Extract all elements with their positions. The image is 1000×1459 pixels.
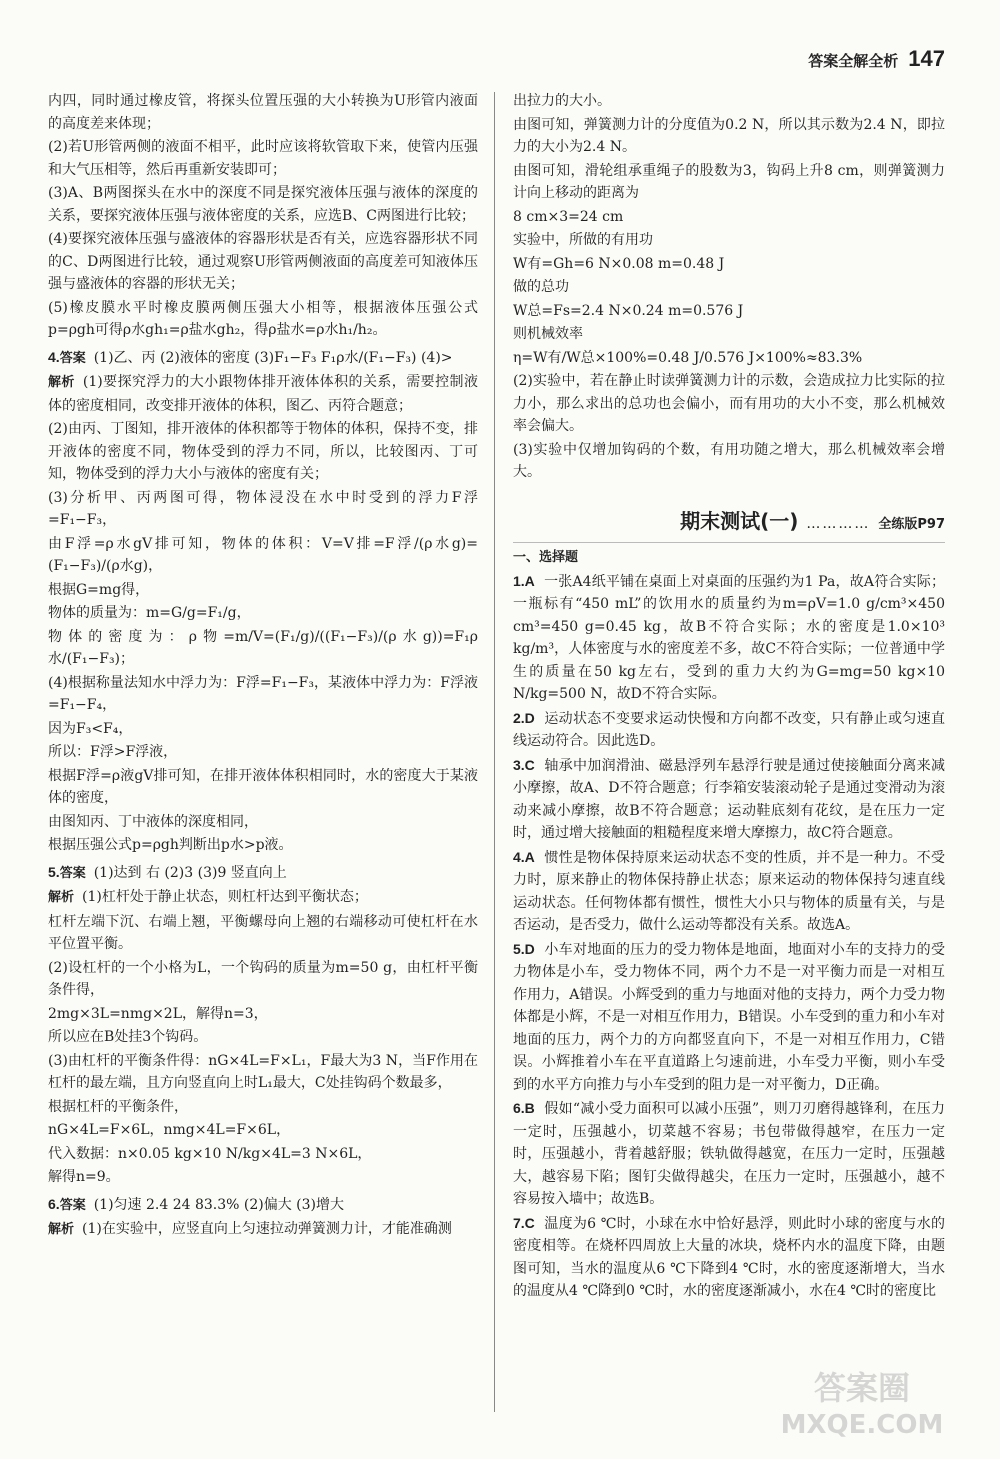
paragraph: 杠杆左端下沉、右端上翘，平衡螺母向上翘的右端移动可使杠杆在水平位置平衡。 [48,913,478,952]
watermark-url: MXQE.COM [780,1410,944,1440]
answer-text: (1)匀速 2.4 24 83.3% (2)偏大 (3)增大 [93,1196,345,1213]
answer-tag: 答案 [59,865,86,881]
answer-text: (1)达到 右 (2)3 (3)9 竖直向上 [93,864,287,881]
analysis-text: 小车对地面的压力的受力物体是地面，地面对小车的支持力的受力物体是小车，受力物体不同，两个力不是一对平衡力而是一对相互作用力，A错误。小辉受到的重力与地面对他的支持力，两个力受力物体都是小辉，不是一对相互作用力，B错误。小车受到的重力和小车对地面的压力，两个力的方向都竖直向下，不是一对相互作用力，C错误。小辉推着小车在平直道路上匀速前进，小车受力平衡，则小车受到的水平方向推力与小车受到的阻力是一对平衡力，D正确。 [513,941,945,1093]
paragraph: (3)分析甲、丙两图可得，物体浸没在水中时受到的浮力F浮=F₁−F₃， [48,489,478,528]
paragraph: 所以：F浮>F浮液， [48,744,178,760]
subsection-title: 一、选择题 [513,550,579,565]
choice-answer-2 [513,707,945,753]
paragraph: 因为F₃<F₄， [48,720,133,737]
analysis-text: 温度为6 ℃时，小球在水中恰好悬浮，则此时小球的密度与水的密度相等。在烧杯四周放上大量的冰块，烧杯内水的温度下降，由题图可知，当水的温度从6 ℃下降到4 ℃时，水的密度逐渐增大，当水的温度从4 ℃降到0 ℃时，水的密度逐渐减小，水在4 ℃时的密度比 [513,1215,945,1299]
question-5-answer [48,861,478,886]
paragraph: (2)设杠杆的一个小格为L，一个钩码的质量为m=50 g，由杠杆平衡条件得， [48,959,478,998]
paragraph: W总=Fs=2.4 N×0.24 m=0.576 J [513,302,744,319]
question-number: 6. [48,1195,60,1212]
question-number: 6.B [513,1100,535,1116]
paragraph: 由图可知，滑轮组承重绳子的股数为3，钩码上升8 cm，则弹簧测力计向上移动的距离为 [513,162,945,201]
answer-text: (1)乙、丙 (2)液体的密度 (3)F₁−F₃ F₁ρ水/(F₁−F₃) (4)> [93,349,453,366]
analysis-text: 运动状态不变要求运动快慢和方向都不改变，只有静止或匀速直线运动符合。因此选D。 [513,710,945,749]
paragraph: 8 cm×3=24 cm [513,208,624,225]
choice-answer-1 [513,570,945,706]
question-5-analysis [48,886,478,910]
page-number: 147 [908,46,945,71]
question-6-analysis [48,1218,478,1242]
analysis-text: 假如“减小受力面积可以减小压强”，则刀刃磨得越锋利，在压力一定时，压强越小，切菜越不容易；书包带做得越窄，在压力一定时，压强越小，背着越舒服；铁轨做得越宽，在压力一定时，压强越大，越容易下陷；图钉尖做得越尖，在压力一定时，压强越小，越不容易按入墙中；故选B。 [513,1101,945,1207]
analysis-tag: 解析 [48,1222,75,1237]
paragraph: (5)橡皮膜水平时橡皮膜两侧压强大小相等，根据液体压强公式p=ρgh可得ρ水gh₁=ρ盐水gh₂，得ρ盐水=ρ水h₁/h₂。 [48,299,478,338]
paragraph: 根据压强公式p=ρgh判断出p水>p液。 [48,837,293,853]
analysis-text: 轴承中加润滑油、磁悬浮列车悬浮行驶是通过使接触面分离来减小摩擦，故A、D不符合题意；行李箱安装滚动轮子是通过变滑动为滚动来减小摩擦，故B不符合题意；运动鞋底刻有花纹，是在压力一定时，通过增大接触面的粗糙程度来增大摩擦力，故C符合题意。 [513,757,945,841]
section-dots: ………… [806,515,871,532]
question-4-analysis [48,371,478,417]
choice-answer-7 [513,1212,945,1303]
section-heading [513,510,945,544]
question-number: 7.C [513,1214,535,1231]
question-number: 4. [48,348,60,365]
question-6-answer [48,1193,478,1218]
watermark-text: 答案圈 [813,1369,911,1407]
right-column [513,90,945,1304]
paragraph: (3)A、B两图探头在水中的深度不同是探究液体压强与液体的深度的关系，要探究液体压强与液体密度的关系，应选B、C两图进行比较； [48,185,478,224]
paragraph: 由图知丙、丁中液体的深度相同， [48,813,258,830]
paragraph: η=W有/W总×100%=0.48 J/0.576 J×100%≈83.3% [513,349,863,366]
paragraph: (3)实验中仅增加钩码的个数，有用功随之增大，那么机械效率会增大。 [513,441,945,480]
watermark-logo [742,1361,982,1441]
choice-answer-6 [513,1097,945,1211]
paragraph: nG×4L=F×6L，nmg×4L=F×6L， [48,1122,291,1138]
paragraph: W有=Gh=6 N×0.08 m=0.48 J [513,255,725,272]
analysis-text: (1)杠杆处于静止状态，则杠杆达到平衡状态； [82,889,368,905]
header-title: 答案全解全析 [808,52,899,70]
analysis-tag: 解析 [48,890,75,905]
paragraph: 解得n=9。 [48,1169,120,1185]
paragraph: 出拉力的大小。 [513,93,611,109]
question-number: 1.A [513,572,535,589]
paragraph: 做的总功 [513,279,569,295]
paragraph: 则机械效率 [513,326,583,342]
section-title: 期末测试(一) [680,508,799,533]
paragraph: 由图可知，弹簧测力计的分度值为0.2 N，所以其示数为2.4 N，即拉力的大小为2.4 N。 [513,116,945,155]
paragraph: 2mg×3L=nmg×2L，解得n=3， [48,1005,268,1022]
question-4-answer [48,346,478,371]
choice-answer-3 [513,754,945,845]
choice-answer-4 [513,846,945,937]
answer-tag: 答案 [59,1197,86,1213]
paragraph: (2)若U形管两侧的液面不相平，此时应该将软管取下来，使管内压强和大气压相等，然后再重新安装即可； [48,139,478,178]
question-number: 5.D [513,940,535,957]
paragraph: 所以应在B处挂3个钩码。 [48,1029,208,1045]
page-header [808,48,945,73]
paragraph: 根据G=mg得， [48,581,150,598]
column-divider [494,92,495,1412]
analysis-tag: 解析 [48,375,75,390]
analysis-text: (1)在实验中，应竖直向上匀速拉动弹簧测力计，才能准确测 [82,1221,452,1237]
analysis-text: (1)要探究浮力的大小跟物体排开液体体积的关系，需要控制液体的密度相同，改变排开液体的体积，图乙、丙符合题意； [48,374,478,414]
answer-tag: 答案 [59,350,86,366]
section-reference: 全练版P97 [878,516,945,532]
paragraph: 内四，同时通过橡皮管，将探头位置压强的大小转换为U形管内液面的高度差来体现； [48,93,478,132]
question-number: 2.D [513,709,535,726]
question-number: 5. [48,863,60,880]
paragraph: 实验中，所做的有用功 [513,232,653,248]
paragraph: 代入数据：n×0.05 kg×10 N/kg×4L=3 N×6L， [48,1145,372,1162]
analysis-text: 一张A4纸平铺在桌面上对桌面的压强约为1 Pa，故A符合实际；一瓶标有“450 mL”的饮用水的质量约为m=ρV=1.0 g/cm³×450 cm³=450 g=0.45 kg，故B不符合实际；水的密度是1.0×10³ kg/m³，人体密度与水的密度差不多，故C不符合实际；一位普通中学生的质量在50 kg左右，受到的重力大约为G=mg=50 kg×10 N/kg=500 N，故D不符合实际。 [513,573,945,702]
left-column [48,90,478,1243]
question-number: 3.C [513,756,535,773]
paragraph: (2)由丙、丁图知，排开液体的体积都等于物体的体积，保持不变，排开液体的密度不同，物体受到的浮力不同，所以，比较图丙、丁可知，物体受到的浮力大小与液体的密度有关； [48,421,478,482]
paragraph: 根据F浮=ρ液gV排可知，在排开液体体积相同时，水的密度大于某液体的密度， [48,767,478,806]
paragraph: (2)实验中，若在静止时读弹簧测力计的示数，会造成拉力比实际的拉力小，那么求出的总功也会偏小，而有用功的大小不变，那么机械效率会偏大。 [513,373,945,434]
paragraph: 由F浮=ρ水gV排可知，物体的体积：V=V排=F浮/(ρ水g)=(F₁−F₃)/(ρ水g)， [48,535,478,574]
paragraph: 根据杠杆的平衡条件， [48,1098,188,1115]
analysis-text: 惯性是物体保持原来运动状态不变的性质，并不是一种力。不受力时，原来静止的物体保持静止状态；原来运动的物体保持匀速直线运动状态。任何物体都有惯性，惯性大小只与物体的质量有关，与是否运动，是否受力，做什么运动等都没有关系。故选A。 [513,849,945,933]
question-number: 4.A [513,848,535,865]
choice-answer-5 [513,938,945,1097]
paragraph: (3)由杠杆的平衡条件得：nG×4L=F×L₁，F最大为3 N，当F作用在杠杆的最左端，且方向竖直向上时L₁最大，C处挂钩码个数最多， [48,1052,478,1091]
paragraph: 物体的质量为：m=G/g=F₁/g， [48,605,251,621]
paragraph: 物体的密度为：ρ物=m/V=(F₁/g)/((F₁−F₃)/(ρ水g))=F₁ρ水/(F₁−F₃)； [48,628,478,667]
paragraph: (4)根据称量法知水中浮力为：F浮=F₁−F₃，某液体中浮力为：F浮液=F₁−F₄， [48,674,478,713]
paragraph: (4)要探究液体压强与盛液体的容器形状是否有关，应选容器形状不同的C、D两图进行比较，通过观察U形管两侧液面的高度差可知液体压强与盛液体的容器的形状无关； [48,231,478,292]
